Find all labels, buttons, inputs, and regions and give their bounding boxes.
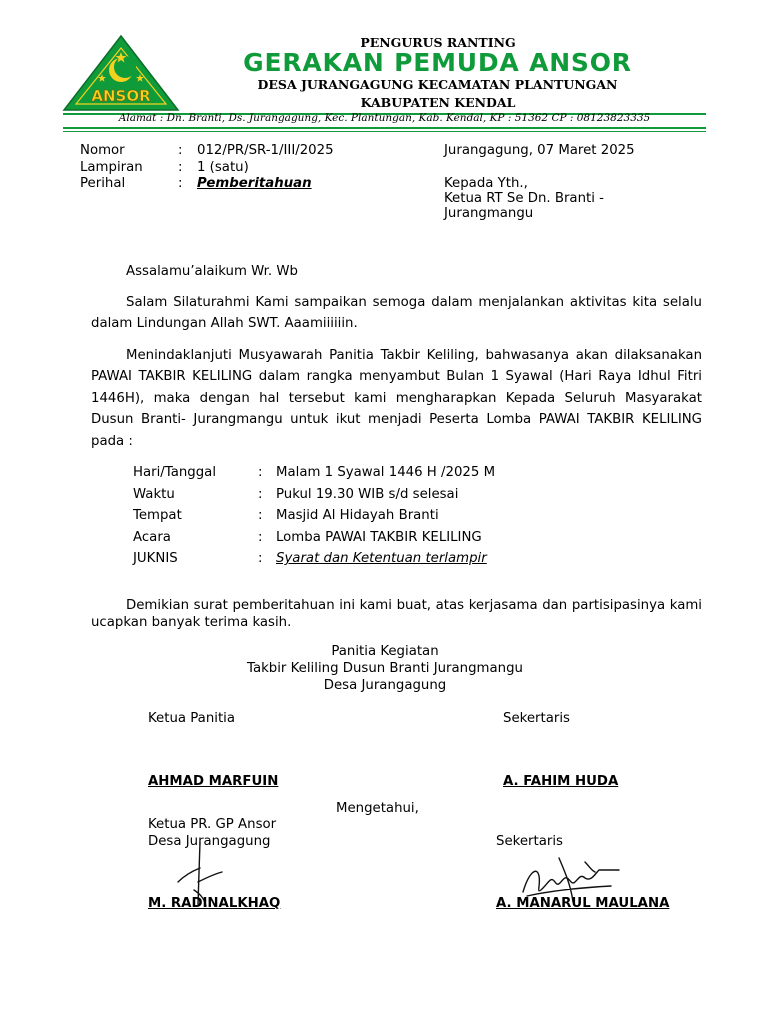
recipient-line1: Kepada Yth.,	[444, 176, 528, 191]
detail-colon: :	[258, 530, 263, 545]
pr-chair-name: M. RADINALKHAQ	[148, 896, 281, 911]
org-regency: KABUPATEN KENDAL	[360, 95, 516, 110]
perihal-label: Perihal	[80, 176, 126, 191]
detail-value: Malam 1 Syawal 1446 H /2025 M	[276, 465, 496, 480]
ansor-logo-icon	[62, 34, 180, 112]
header-rule-bottom-thin	[63, 131, 706, 132]
place-date: Jurangagung, 07 Maret 2025	[444, 143, 635, 158]
org-village: DESA JURANGAGUNG KECAMATAN PLANTUNGAN	[257, 77, 618, 92]
lampiran-label: Lampiran	[80, 160, 143, 175]
chair-title: Ketua Panitia	[148, 711, 236, 726]
detail-label: Waktu	[133, 487, 175, 502]
nomor-label: Nomor	[80, 143, 125, 158]
committee-line3: Desa Jurangagung	[323, 678, 447, 693]
perihal-value: Pemberitahuan	[197, 176, 312, 191]
lampiran-value: 1 (satu)	[197, 160, 249, 175]
committee-line1: Panitia Kegiatan	[331, 644, 439, 659]
recipient-block	[444, 176, 694, 221]
pr-secretary-title: Sekertaris	[496, 834, 563, 849]
secretary-title: Sekertaris	[503, 711, 570, 726]
detail-colon: :	[258, 508, 263, 523]
detail-value: Lomba PAWAI TAKBIR KELILING	[276, 530, 482, 545]
paragraph-2: Menindaklanjuti Musyawarah Panitia Takbir Keliling, bahwasanya akan dilaksanakan PAWAI TAKBIR KELILING dalam rangka menyambut Bulan 1 Syawal (Hari Raya Idhul Fitri 1446H), maka dengan hal tersebut kami mengharapkan Kepada Seluruh Masyarakat Dusun Branti- Jurangmangu untuk ikut menjadi Peserta Lomba PAWAI TAKBIR KELILING pada :	[91, 348, 702, 449]
detail-label: Acara	[133, 530, 171, 545]
org-address: Alamat : Dn. Branti, Ds. Jurangagung, Kec. Plantungan, Kab. Kendal, KP : 51362 CP : 08123823335	[118, 112, 651, 124]
nomor-colon: :	[178, 143, 183, 158]
pr-secretary-name: A. MANARUL MAULANA	[496, 896, 670, 911]
logo-text: ANSOR	[91, 87, 151, 105]
ansor-logo	[62, 34, 180, 112]
lampiran-colon: :	[178, 160, 183, 175]
acknowledged-label: Mengetahui,	[336, 801, 419, 816]
pr-chair-line2: Desa Jurangagung	[148, 834, 271, 849]
org-name: GERAKAN PEMUDA ANSOR	[243, 48, 632, 77]
nomor-value: 012/PR/SR-1/III/2025	[197, 143, 334, 158]
org-level: PENGURUS RANTING	[360, 35, 516, 50]
detail-label: Hari/Tanggal	[133, 465, 217, 480]
committee-line2: Takbir Keliling Dusun Branti Jurangmangu	[247, 661, 523, 676]
paragraph-1: Salam Silaturahmi Kami sampaikan semoga dalam menjalankan aktivitas kita selalu dalam Lindungan Allah SWT. Aaamiiiiiin.	[91, 295, 702, 332]
detail-label: JUKNIS	[133, 551, 178, 566]
juknis-link[interactable]: Syarat dan Ketentuan terlampir	[276, 551, 487, 566]
detail-colon: :	[258, 465, 263, 480]
detail-label: Tempat	[133, 508, 182, 523]
perihal-colon: :	[178, 176, 183, 191]
secretary-name: A. FAHIM HUDA	[503, 774, 619, 789]
detail-colon: :	[258, 551, 263, 566]
closing-paragraph: Demikian surat pemberitahuan ini kami buat, atas kerjasama dan partisipasinya kami ucapkan banyak terima kasih.	[91, 598, 702, 630]
detail-value: Masjid Al Hidayah Branti	[276, 508, 439, 523]
detail-colon: :	[258, 487, 263, 502]
pr-chair-line1: Ketua PR. GP Ansor	[148, 817, 277, 832]
greeting: Assalamu’alaikum Wr. Wb	[126, 264, 298, 279]
detail-value: Pukul 19.30 WIB s/d selesai	[276, 487, 459, 502]
header-rule-bottom	[63, 127, 706, 129]
recipient-line2: Ketua RT Se Dn. Branti - Jurangmangu	[444, 191, 604, 221]
chair-name: AHMAD MARFUIN	[148, 774, 279, 789]
